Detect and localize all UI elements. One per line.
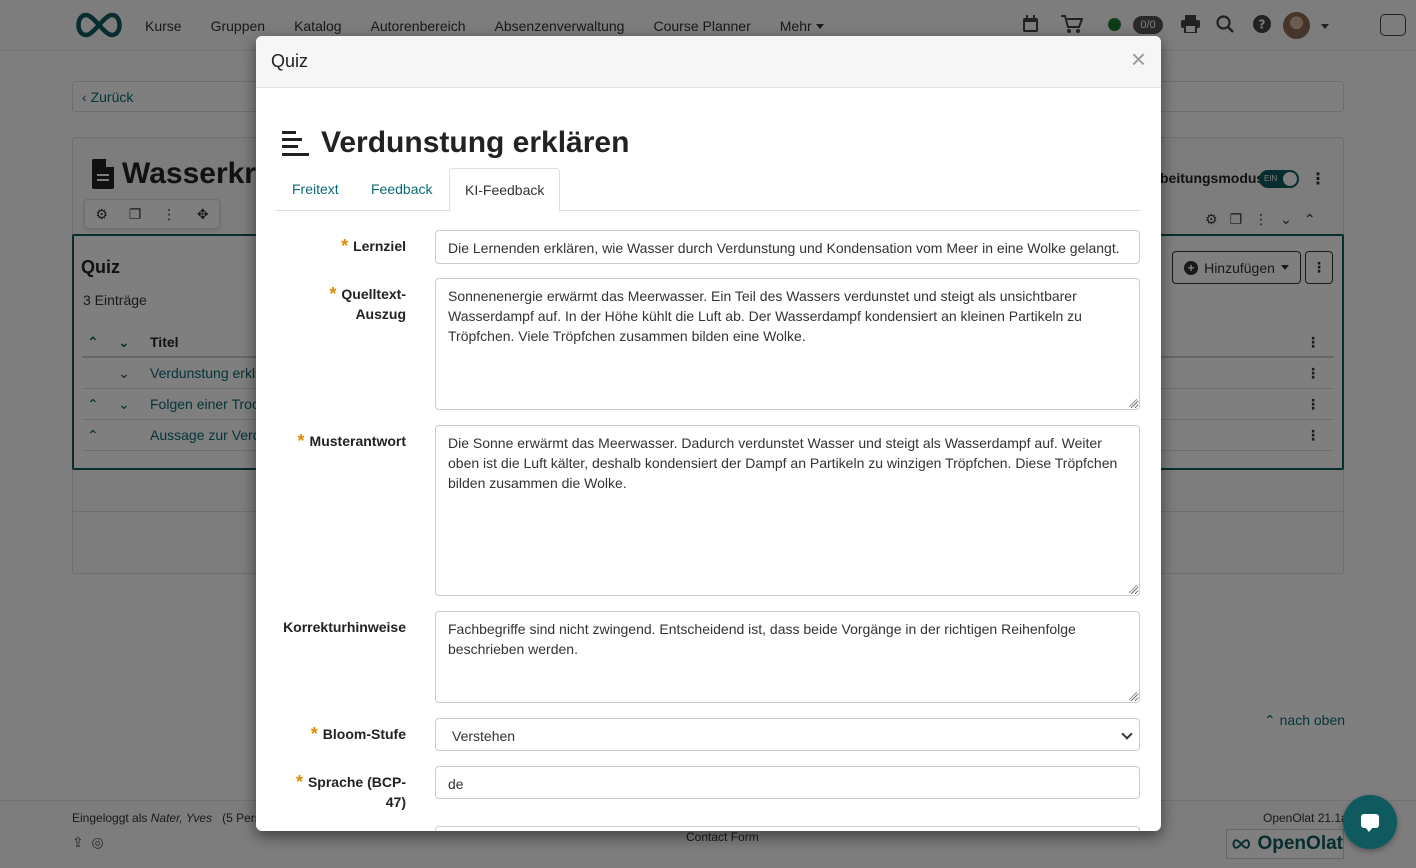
sprache-label-line2: 47) xyxy=(385,794,406,810)
musterantwort-label-text: Musterantwort xyxy=(309,433,406,449)
korrekturhinweise-label: Korrekturhinweise xyxy=(283,619,406,635)
bloom-select[interactable] xyxy=(435,718,1140,751)
tab-freitext[interactable]: Freitext xyxy=(292,181,339,197)
musterantwort-label xyxy=(276,431,406,451)
korrekturhinweise-textarea[interactable]: Fachbegriffe sind nicht zwingend. Entscheidend ist, dass beide Vorgänge in der richtigen Reihenfolge beschrieben werden. xyxy=(435,611,1140,703)
chat-button[interactable] xyxy=(1343,795,1397,849)
lernziel-label xyxy=(276,236,406,256)
required-star-icon: * xyxy=(310,724,318,744)
quiz-modal xyxy=(256,36,1161,831)
required-star-icon: * xyxy=(341,236,349,256)
tab-ki-feedback[interactable]: KI-Feedback xyxy=(449,168,560,212)
bloom-label-text: Bloom-Stufe xyxy=(322,726,406,742)
quelltext-label-line1: Quelltext- xyxy=(341,286,406,302)
next-field-partial[interactable] xyxy=(435,826,1140,831)
chevron-down-icon xyxy=(1121,728,1132,739)
sprache-label xyxy=(276,772,406,812)
question-title-text: Verdunstung erklären xyxy=(321,126,630,159)
question-title xyxy=(282,126,629,160)
quelltext-textarea[interactable]: Sonnenenergie erwärmt das Meerwasser. Ein Teil des Wassers verdunstet und steigt als unsichtbarer Wasserdampf auf. In der Höhe kühlt die Luft ab. Der Wasserdampf kondensiert an kleinen Partikeln zu Tröpfchen. Viele Tröpfchen zusammen bilden eine Wolke. xyxy=(435,278,1140,410)
musterantwort-textarea[interactable]: Die Sonne erwärmt das Meerwasser. Dadurch verdunstet Wasser und steigt als Wasserdampf auf. Weiter oben ist die Luft kälter, deshalb kondensiert der Dampf an Partikeln zu winzigen Tröpfchen. Diese Tröpfchen bilden zusammen die Wolke. xyxy=(435,425,1140,596)
bloom-select-value: Verstehen xyxy=(452,728,516,744)
required-star-icon: * xyxy=(295,772,303,792)
modal-title: Quiz xyxy=(271,51,309,71)
question-tabs xyxy=(276,168,1140,211)
quelltext-label-line2: Auszug xyxy=(355,306,406,322)
lernziel-label-text: Lernziel xyxy=(353,238,406,254)
bloom-label xyxy=(276,724,406,744)
sprache-input[interactable]: de xyxy=(435,766,1140,799)
required-star-icon: * xyxy=(297,431,305,451)
lernziel-input[interactable]: Die Lernenden erklären, wie Wasser durch Verdunstung und Kondensation vom Meer in eine Wolke gelangt. xyxy=(435,230,1140,264)
required-star-icon: * xyxy=(329,284,337,304)
close-icon[interactable]: × xyxy=(1130,44,1146,74)
tab-feedback[interactable]: Feedback xyxy=(371,181,433,197)
sprache-label-line1: Sprache (BCP- xyxy=(307,774,406,790)
modal-header xyxy=(256,36,1161,88)
text-lines-icon xyxy=(282,130,309,157)
quelltext-label xyxy=(276,284,406,324)
